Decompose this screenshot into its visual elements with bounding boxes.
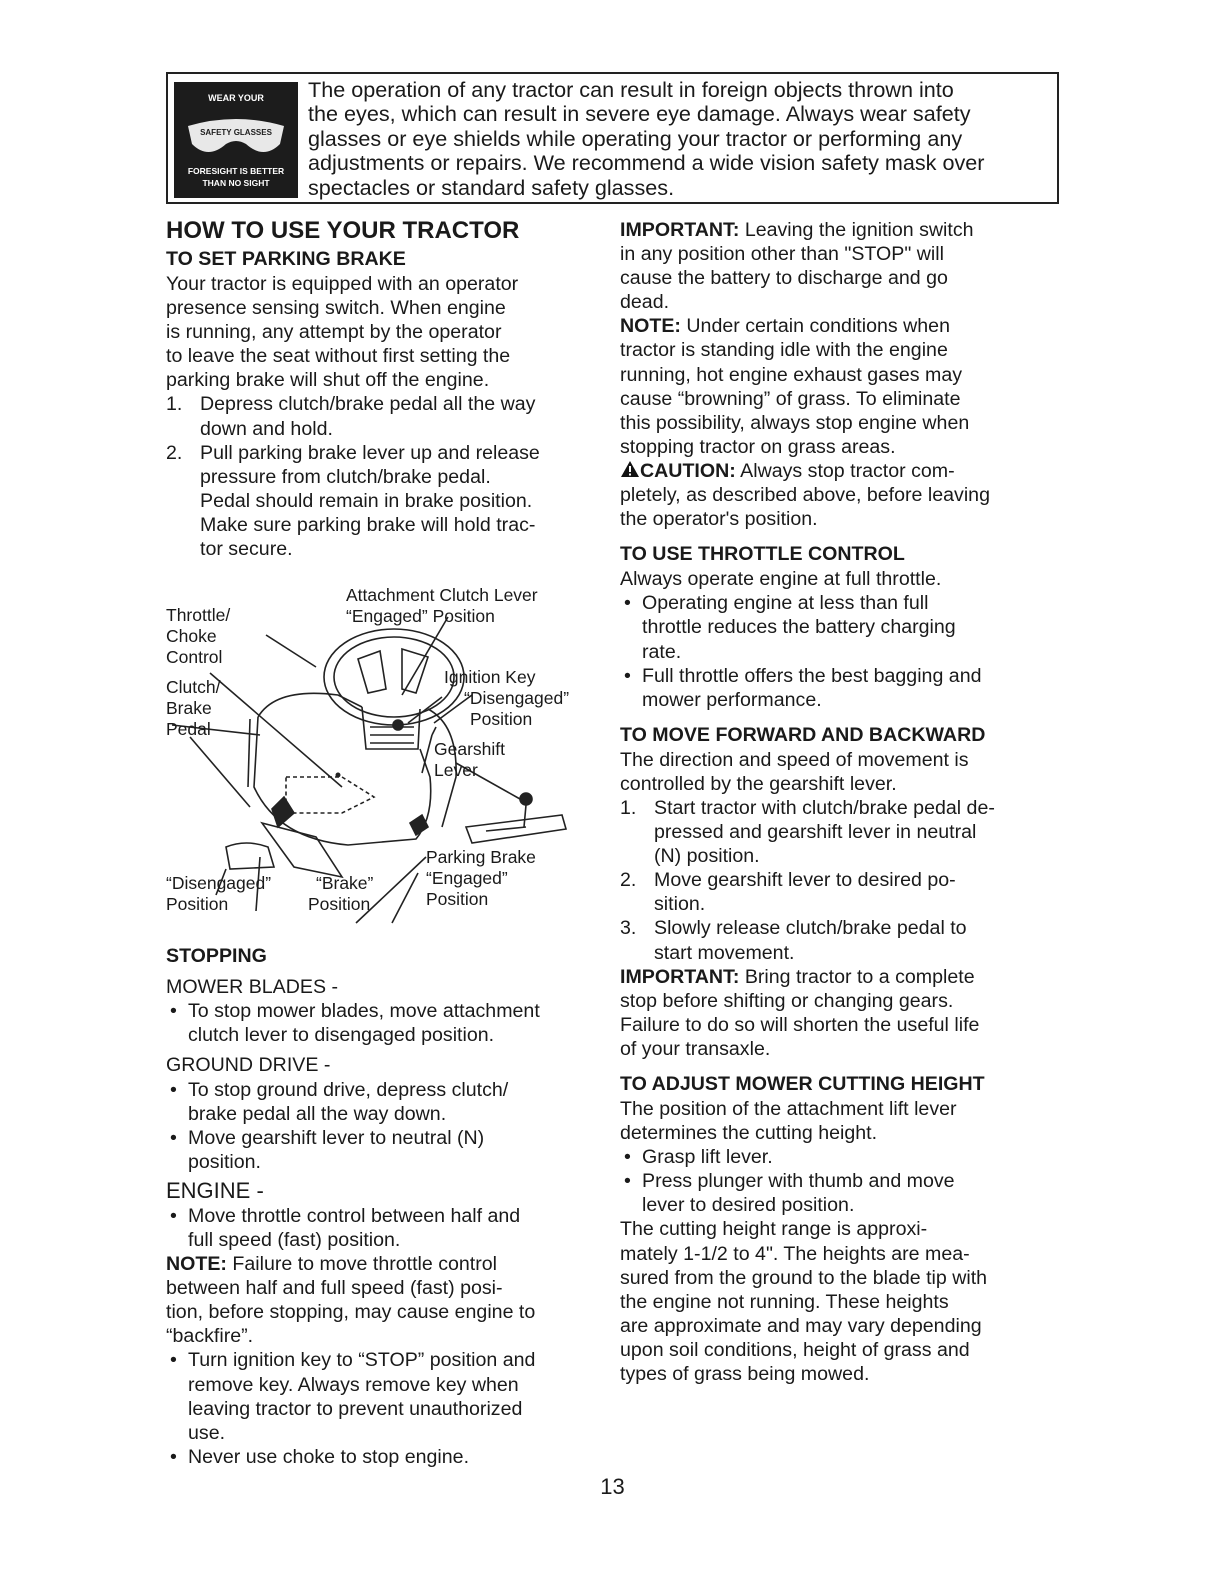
safety-warning-box (166, 72, 1059, 204)
warning-line: adjustments or repairs. We recommend a wide vision safety mask over (308, 150, 985, 176)
list-item: • Operating engine at less than full throttle reduces the battery charging rate. (624, 592, 956, 663)
list-item: • Never use choke to stop engine. (170, 1445, 470, 1468)
list-item: • To stop ground drive, depress clutch/ brake pedal all the way down. (170, 1078, 509, 1125)
browning-note: NOTE: Under certain conditions when tractor is standing idle with the engine running, hot engine exhaust gases may cause “browning” of grass. To eliminate this possibility, always stop engine when stopping tractor on grass areas. (620, 315, 970, 458)
list-item: • Move throttle control between half and full speed (fast) position. (170, 1204, 521, 1251)
badge-line-3: FORESIGHT IS BETTER (187, 166, 285, 176)
clutch-brake-pedal-label: Clutch/ Brake Pedal (166, 677, 221, 740)
parking-brake-intro: Your tractor is equipped with an operator presence sensing switch. When engine is running, any attempt by the operator to leave the seat without first setting the parking brake will shut off the engine. (166, 273, 519, 392)
parking-brake-steps (166, 392, 600, 561)
list-item: • Full throttle offers the best bagging and mower performance. (624, 664, 982, 711)
warning-line: glasses or eye shields while operating your tractor or performing any (308, 125, 963, 151)
cutting-height-list (620, 1145, 1060, 1217)
warning-line: the eyes, which can result in severe eye damage. Always wear safety (308, 101, 971, 127)
engine-list (166, 1204, 600, 1252)
page-number: 13 (600, 1474, 625, 1499)
list-item: • Grasp lift lever. (624, 1146, 773, 1169)
parking-brake-heading: TO SET PARKING BRAKE (166, 248, 406, 270)
list-item: 1. Start tractor with clutch/brake pedal de- pressed and gearshift lever in neutral (N) position. (620, 796, 995, 868)
warning-line: spectacles or standard safety glasses. (308, 174, 675, 200)
throttle-intro: Always operate engine at full throttle. (620, 568, 942, 591)
final-stopping-list (166, 1348, 600, 1468)
stopping-heading: STOPPING (166, 945, 267, 968)
caution-note: CAUTION: Always stop tractor com- pletely, as described above, before leaving the operator's position. (620, 459, 990, 531)
mower-blades-label: MOWER BLADES - (166, 976, 339, 999)
list-item: • To stop mower blades, move attachment clutch lever to disengaged position. (170, 1000, 540, 1047)
move-steps (620, 796, 1060, 965)
ignition-key-label: Ignition Key “Disengaged” Position (444, 667, 570, 730)
list-item: 2. Pull parking brake lever up and release pressure from clutch/brake pedal. Pedal should remain in brake position. Make sure parking brake will hold trac- tor secure. (166, 441, 540, 561)
throttle-list (620, 591, 1060, 711)
left-column (166, 214, 600, 1469)
brake-position-label: “Brake” Position (308, 873, 374, 915)
list-item: 1. Depress clutch/brake pedal all the way down and hold. (166, 393, 536, 440)
cutting-height-intro: The position of the attachment lift lever determines the cutting height. (620, 1098, 957, 1145)
list-item: • Move gearshift lever to neutral (N) position. (170, 1126, 485, 1173)
cutting-height-heading: TO ADJUST MOWER CUTTING HEIGHT (620, 1073, 985, 1095)
list-item: 3. Slowly release clutch/brake pedal to start movement. (620, 917, 967, 964)
move-forward-backward-heading: TO MOVE FORWARD AND BACKWARD (620, 723, 986, 746)
gearshift-lever-label: Gearshift Lever (434, 739, 505, 781)
safety-glasses-badge-icon (174, 82, 298, 198)
cutting-height-range: The cutting height range is approxi- mately 1-1/2 to 4". The heights are mea- sured from the ground to the blade tip with the engine not running. These heights are approximate and may vary depending upon soil conditions, height of grass and types of grass being mowed. (620, 1218, 988, 1386)
move-intro: The direction and speed of movement is controlled by the gearshift lever. (620, 748, 969, 795)
caution-triangle-icon (620, 460, 640, 478)
list-item: • Turn ignition key to “STOP” position and remove key. Always remove key when leaving tractor to prevent unauthorized use. (170, 1349, 536, 1444)
attachment-clutch-lever-label: Attachment Clutch Lever “Engaged” Position (346, 585, 538, 627)
list-item: • Press plunger with thumb and move lever to desired position. (624, 1170, 955, 1217)
throttle-choke-control-label: Throttle/ Choke Control (166, 605, 231, 668)
parking-brake-engaged-label: Parking Brake “Engaged” Position (426, 847, 536, 910)
warning-line: The operation of any tractor can result in foreign objects thrown into (308, 77, 954, 102)
ground-drive-label: GROUND DRIVE - (166, 1054, 331, 1077)
engine-label: ENGINE - (166, 1177, 264, 1203)
tractor-controls-figure (166, 577, 600, 937)
disengaged-position-label: “Disengaged” Position (166, 873, 272, 915)
gear-important-note: IMPORTANT: Bring tractor to a complete stop before shifting or changing gears. Failure to do so will shorten the useful life of your transaxle. (620, 965, 980, 1060)
warning-text (308, 78, 1049, 200)
badge-line-2: SAFETY GLASSES (200, 128, 272, 137)
list-item: 2. Move gearshift lever to desired po- sition. (620, 869, 956, 916)
stopping-note: NOTE: Failure to move throttle control between half and full speed (fast) posi- tion, before stopping, may cause engine to “backfire”. (166, 1253, 536, 1348)
throttle-control-heading: TO USE THROTTLE CONTROL (620, 543, 905, 566)
badge-line-4: THAN NO SIGHT (202, 178, 270, 188)
badge-line-1: WEAR YOUR (208, 93, 264, 103)
ignition-important-note: IMPORTANT: Leaving the ignition switch in any position other than "STOP" will cause the battery to discharge and go dead. (620, 219, 974, 314)
mower-blades-list (166, 999, 600, 1047)
right-column (620, 218, 1060, 1386)
ground-drive-list (166, 1078, 600, 1174)
page-title: HOW TO USE YOUR TRACTOR (166, 217, 520, 244)
